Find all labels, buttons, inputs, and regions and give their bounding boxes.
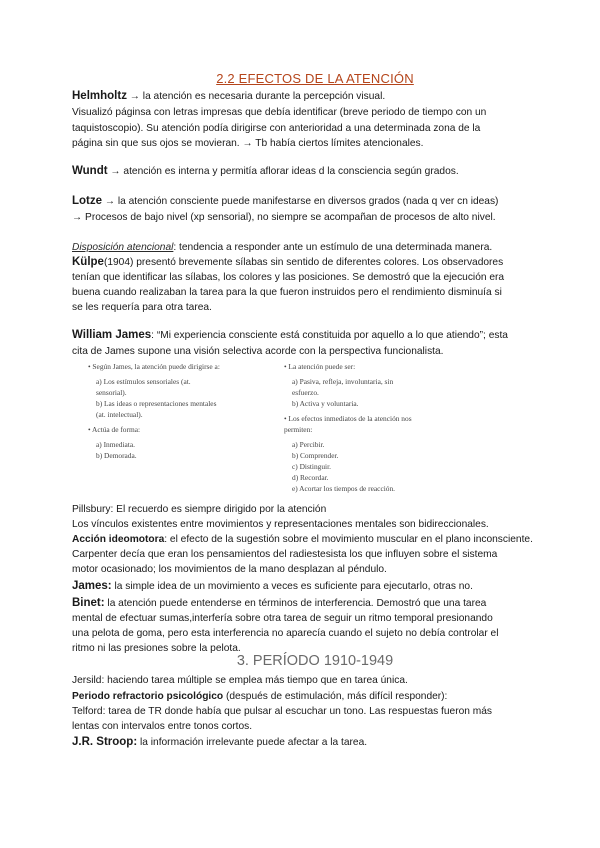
- figure-left-line: b) Las ideas o representaciones mentales: [96, 399, 217, 408]
- refractorio-term: Periodo refractorio psicológico: [72, 691, 224, 702]
- ideomotora-text-1: : el efecto de la sugestión sobre el movimiento muscular en el plano inconsciente.: [164, 534, 533, 545]
- figure-right-line: d) Recordar.: [292, 473, 329, 482]
- james-text-1: : “Mi experiencia consciente está constituida por aquello a lo que atiendo”; esta: [151, 330, 508, 341]
- lotze-text-1: → la atención consciente puede manifestarse en diversos grados (nada q ver cn ideas): [102, 196, 499, 207]
- helmholtz-line-3: taquistoscopio). Su atención podía dirigirse con anterioridad a una determinada zona de la: [72, 123, 481, 134]
- lotze-line-1: [72, 194, 552, 210]
- james-line-2: cita de James supone una visión selectiva acorde con la perspectiva funcionalista.: [72, 346, 444, 357]
- helmholtz-text-1: → la atención es necesaria durante la percepción visual.: [126, 91, 386, 102]
- kulpe-text-1: (1904) presentó brevemente sílabas sin sentido de diferentes colores. Los observadores: [103, 257, 504, 268]
- figure-left-line: sensorial).: [96, 388, 127, 397]
- figure-left-line: (at. intelectual).: [96, 410, 143, 419]
- telford-line-1: Telford: tarea de TR donde había que pulsar al escuchar un tono. Las respuestas fueron más: [72, 706, 493, 717]
- kulpe-line-1: [72, 255, 552, 271]
- figure-right-line: • La atención puede ser:: [284, 362, 356, 371]
- helmholtz-line-2: Visualizó páginsa con letras impresas que debía identificar (breve periodo de tiempo con un: [72, 107, 487, 118]
- wundt-line: [72, 164, 552, 180]
- figure-left-line: • Según James, la atención puede dirigirse a:: [88, 362, 220, 371]
- telford-line-2: lentas con intervalos entre tonos cortos.: [72, 721, 253, 732]
- stroop-name: J.R. Stroop:: [72, 736, 138, 748]
- wundt-text: → atención es interna y permitía aflorar ideas d la consciencia según grados.: [107, 166, 459, 177]
- ideomotora-term: Acción ideomotora: [72, 534, 165, 545]
- kulpe-line-4: se les requería para otra tarea.: [72, 302, 212, 313]
- pillsbury-line: Pillsbury: El recuerdo es siempre dirigido por la atención: [72, 504, 327, 515]
- figure-right-line: c) Distinguir.: [292, 462, 332, 471]
- scanned-figure: [88, 361, 508, 501]
- section-3-heading: 3. PERÍODO 1910-1949: [236, 653, 394, 669]
- figure-left-line: a) Inmediata.: [96, 440, 135, 449]
- section-title: 2.2 EFECTOS DE LA ATENCIÓN: [216, 71, 414, 86]
- figure-left-line: b) Demorada.: [96, 451, 137, 460]
- ideomotora-line-3: motor ocasionado; los movimientos de la mano desplazan al péndulo.: [72, 564, 387, 575]
- disposicion-line: [72, 240, 552, 256]
- kulpe-name: Külpe: [72, 256, 104, 268]
- binet-text-1: la atención puede entenderse en términos de interferencia. Demostró que una tarea: [104, 598, 487, 609]
- binet-line-2: mental de efectuar sumas,interfería sobre otra tarea de seguir un ritmo temporal presionando: [72, 613, 493, 624]
- binet-name: Binet:: [72, 597, 105, 609]
- figure-right-line: a) Pasiva, refleja, involuntaria, sin: [292, 377, 394, 386]
- binet-line-3: una pelota de goma, pero esta interferencia no aparecía cuando el sujeto no debía controlar el: [72, 628, 499, 639]
- lotze-name: Lotze: [72, 195, 103, 207]
- stroop-text: la información irrelevante puede afectar a la tarea.: [137, 737, 368, 748]
- ideomotora-line-2: Carpenter decía que eran los pensamientos del radiestesista los que influyen sobre el sistema: [72, 549, 498, 560]
- binet-line-1: [72, 596, 552, 612]
- figure-right-line: • Los efectos inmediatos de la atención nos: [284, 414, 412, 423]
- refractorio-line: [72, 689, 552, 705]
- figure-left-line: a) Los estímulos sensoriales (at.: [96, 377, 191, 386]
- james2-text: la simple idea de un movimiento a veces es suficiente para ejecutarlo, otras no.: [111, 581, 473, 592]
- jersild-line: Jersild: haciendo tarea múltiple se emplea más tiempo que en tarea única.: [72, 675, 408, 686]
- james2-line: [72, 579, 552, 595]
- figure-right-line: a) Percibir.: [292, 440, 325, 449]
- lotze-line-2: → Procesos de bajo nivel (xp sensorial), no siempre se acompañan de procesos de alto nivel.: [72, 212, 496, 223]
- figure-right-line: b) Comprender.: [292, 451, 339, 460]
- figure-left-column: [88, 361, 220, 461]
- kulpe-line-3: buena cuando realizaban la tarea para la que fueron instruidos pero el rendimiento disminuía si: [72, 287, 502, 298]
- stroop-line: [72, 735, 552, 751]
- james-line-1: [72, 328, 552, 344]
- james2-name: James:: [72, 580, 112, 592]
- figure-right-line: e) Acortar los tiempos de reacción.: [292, 484, 396, 493]
- disposicion-text: : tendencia a responder ante un estímulo de una determinada manera.: [173, 242, 493, 253]
- james-name: William James: [72, 329, 152, 341]
- helmholtz-line-4: página sin que sus ojos se movieran. → Tb había ciertos límites atencionales.: [72, 138, 424, 149]
- figure-right-line: esfuerzo.: [292, 388, 319, 397]
- disposicion-term: Disposición atencional: [72, 242, 174, 253]
- binet-line-4: ritmo ni las presiones sobre la pelota.: [72, 643, 241, 654]
- figure-right-line: b) Activa y voluntaria.: [292, 399, 359, 408]
- refractorio-text: (después de estimulación, más difícil responder):: [223, 691, 448, 702]
- ideomotora-line-1: [72, 532, 552, 548]
- figure-left-line: • Actúa de forma:: [88, 425, 141, 434]
- figure-right-line: permiten:: [284, 425, 313, 434]
- wundt-name: Wundt: [72, 165, 108, 177]
- kulpe-line-2: tenían que identificar las sílabas, los colores y las posiciones. Se demostró que la ejecución era: [72, 272, 505, 283]
- helmholtz-name: Helmholtz: [72, 90, 127, 102]
- vinculos-line: Los vínculos existentes entre movimientos y representaciones mentales son bidireccionales.: [72, 519, 489, 530]
- figure-right-column: [284, 361, 412, 494]
- helmholtz-line-1: [72, 89, 552, 105]
